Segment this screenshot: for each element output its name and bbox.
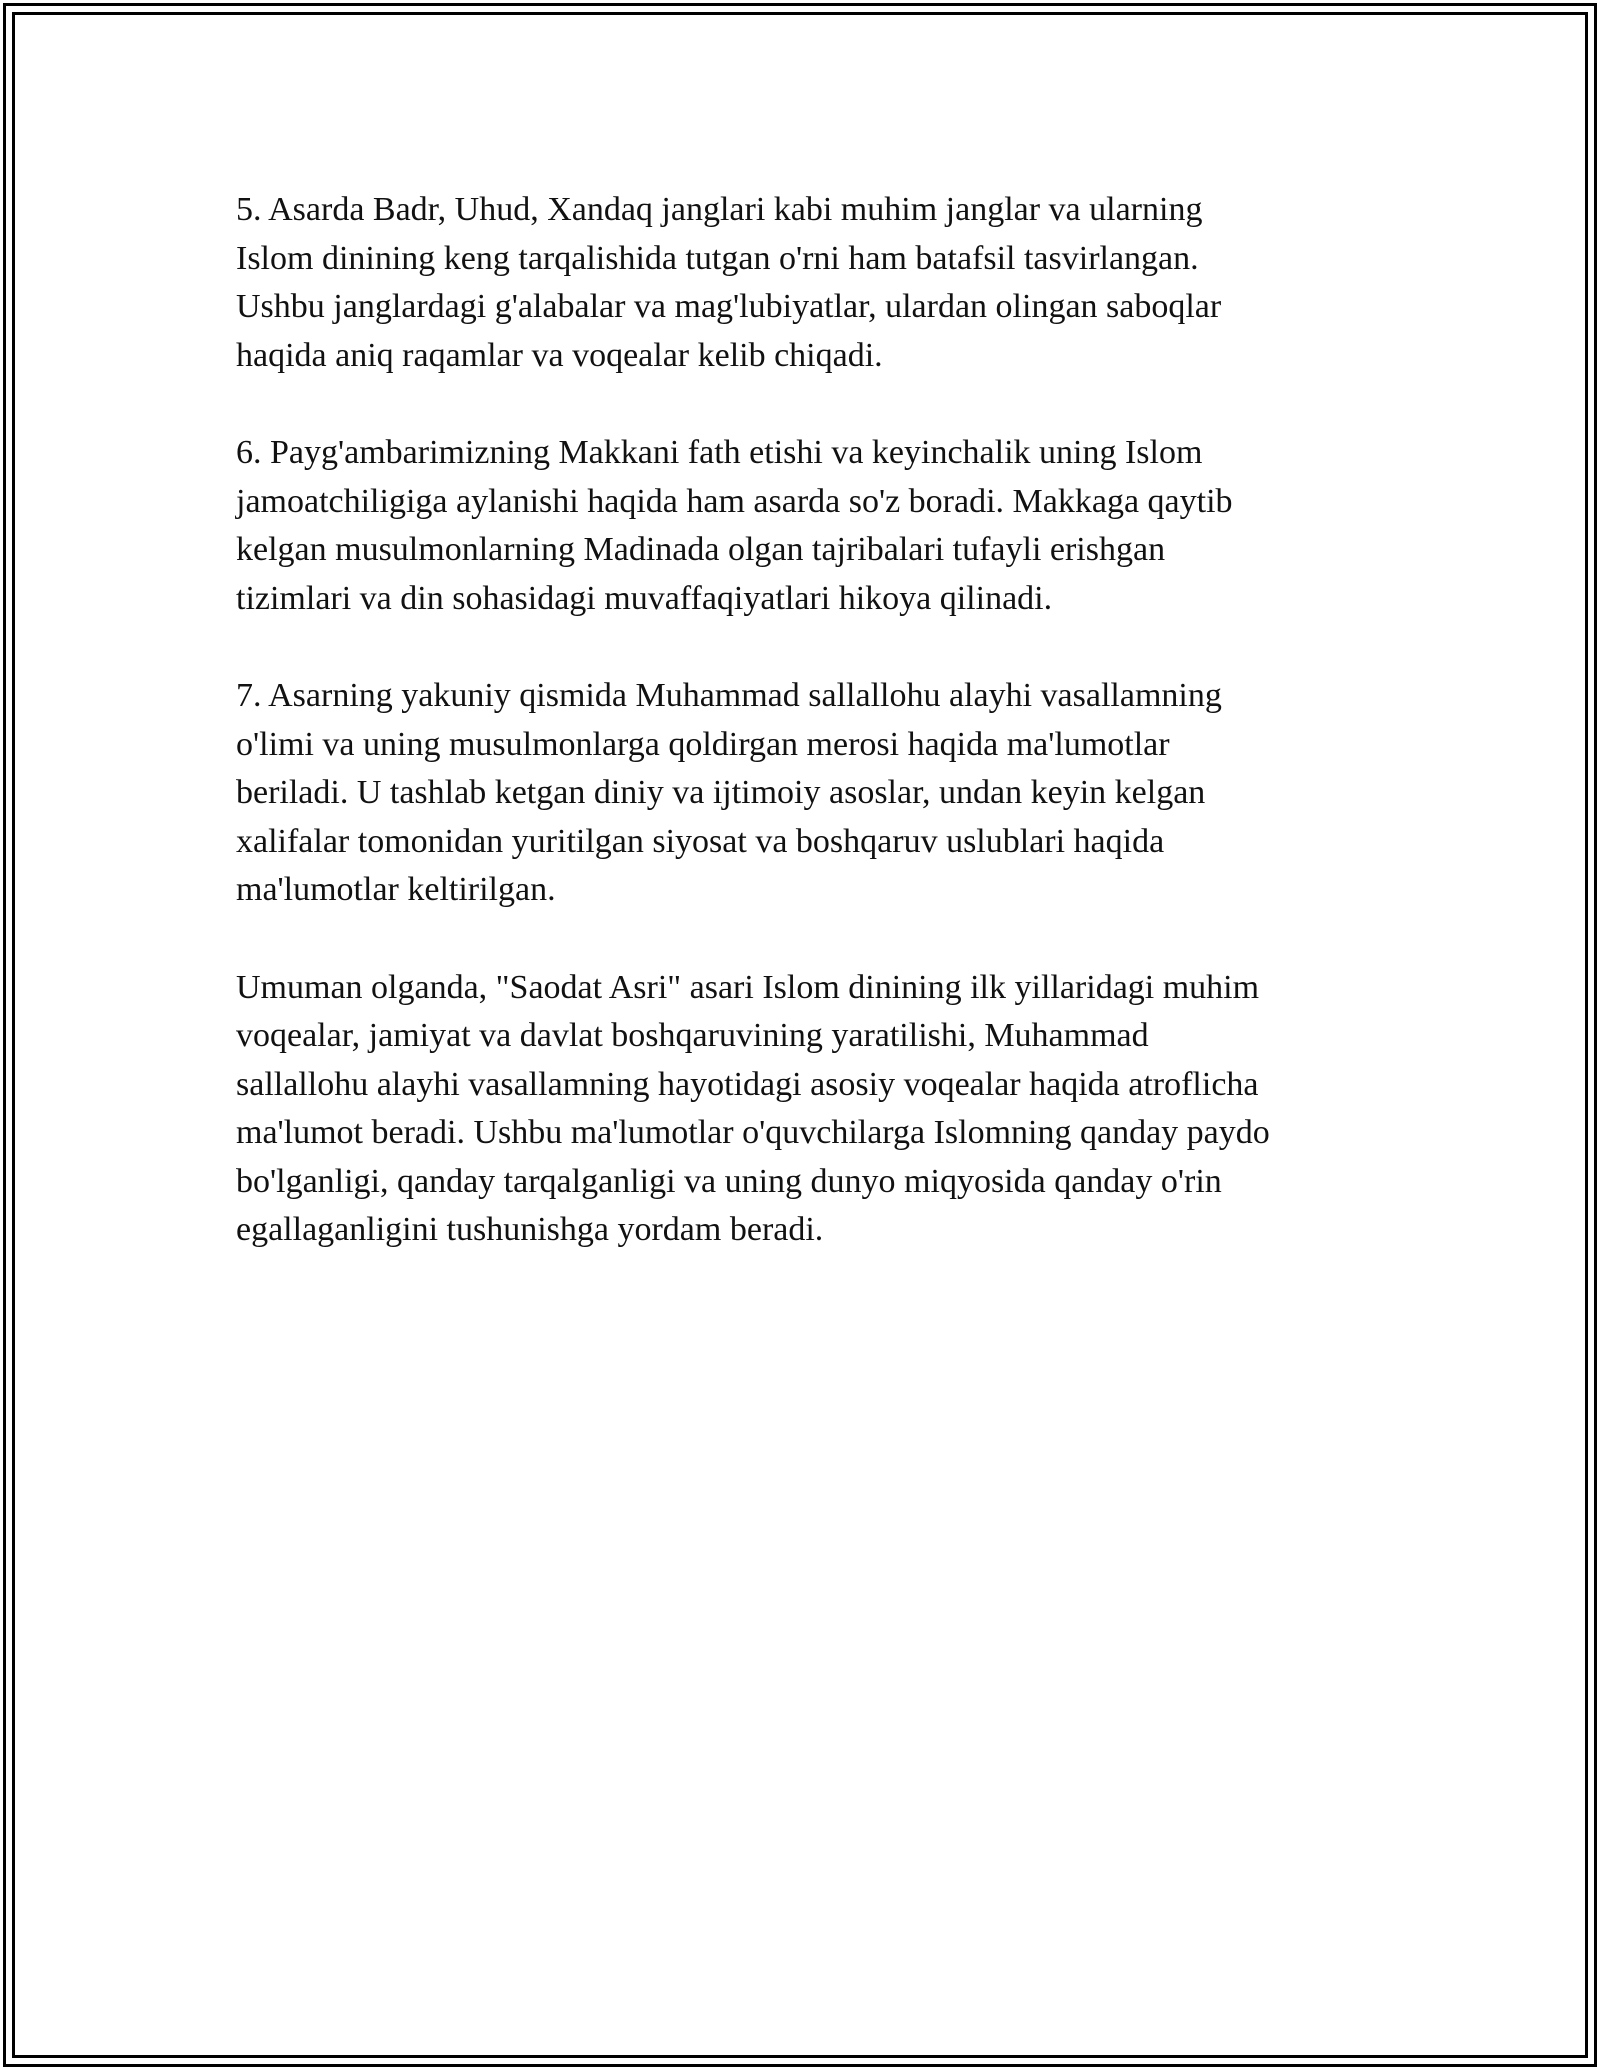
paragraph-5 (236, 186, 1376, 380)
text-line: 7. Asarning yakuniy qismida Muhammad sallallohu alayhi vasallamning (236, 677, 1222, 714)
text-line: o'limi va uning musulmonlarga qoldirgan merosi haqida ma'lumotlar (236, 725, 1170, 763)
text-line: Ushbu janglardagi g'alabalar va mag'lubiyatlar, ulardan olingan saboqlar (236, 288, 1222, 325)
text-line: 5. Asarda Badr, Uhud, Xandaq janglari kabi muhim janglar va ularning (236, 191, 1203, 228)
text-line: beriladi. U tashlab ketgan diniy va ijtimoiy asoslar, undan keyin kelgan (236, 774, 1206, 811)
text-line: bo'lganligi, qanday tarqalganligi va uning dunyo miqyosida qanday o'rin (236, 1162, 1222, 1200)
text-line: kelgan musulmonlarning Madinada olgan tajribalari tufayli erishgan (236, 531, 1166, 568)
document-body (236, 186, 1376, 1304)
text-line: egallaganligini tushunishga yordam beradi. (236, 1211, 824, 1248)
paragraph-6 (236, 429, 1376, 623)
text-line: Islom dinining keng tarqalishida tutgan o'rni ham batafsil tasvirlangan. (236, 239, 1199, 277)
paragraph-summary (236, 964, 1376, 1255)
text-line: haqida aniq raqamlar va voqealar kelib chiqadi. (236, 336, 883, 374)
text-line: voqealar, jamiyat va davlat boshqaruvining yaratilishi, Muhammad (236, 1017, 1149, 1054)
text-line: tizimlari va din sohasidagi muvaffaqiyatlari hikoya qilinadi. (236, 579, 1053, 617)
text-line: jamoatchiligiga aylanishi haqida ham asarda so'z boradi. Makkaga qaytib (236, 482, 1233, 520)
text-line: ma'lumot beradi. Ushbu ma'lumotlar o'quvchilarga Islomning qanday paydo (236, 1114, 1270, 1151)
text-line: Umuman olganda, "Saodat Asri" asari Islom dinining ilk yillaridagi muhim (236, 968, 1260, 1006)
text-line: xalifalar tomonidan yuritilgan siyosat va boshqaruv uslublari haqida (236, 822, 1165, 860)
text-line: sallallohu alayhi vasallamning hayotidagi asosiy voqealar haqida atroflicha (236, 1065, 1259, 1103)
text-line: 6. Payg'ambarimizning Makkani fath etishi va keyinchalik uning Islom (236, 434, 1203, 471)
text-line: ma'lumotlar keltirilgan. (236, 871, 556, 908)
paragraph-7 (236, 672, 1376, 915)
